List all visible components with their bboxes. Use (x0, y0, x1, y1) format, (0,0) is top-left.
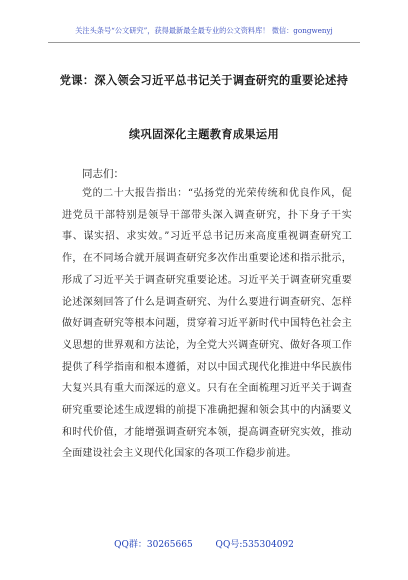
body-paragraph: 党的二十大报告指出：“弘扬党的光荣传统和优良作风，促进党员干部特别是领导干部带头深入调查研究，扑下身子干实事、谋实招、求实效。”习近平总书记历来高度重视调查研究工作，在不同场合就开展调查研究多次作出重要论述和指示批示，形成了习近平关于调查研究重要论述。习近平关于调查研究重要论述深刻回答了什么是调查研究、为什么要进行调查研究、怎样做好调查研究等根本问题，贯穿着习近平新时代中国特色社会主义思想的世界观和方法论，为全党大兴调查研究、做好各项工作提供了科学指南和根本遵循，对以中国式现代化推进中华民族伟大复兴具有重大而深远的意义。只有在全面梳理习近平关于调查研究重要论述生成逻辑的前提下准确把握和领会其中的内涵要义和时代价值，才能增强调查研究本领，提高调查研究实效，推动全面建设社会主义现代化国家的各项工作稳步前进。 (62, 188, 352, 460)
salutation: 同志们： (82, 168, 124, 180)
document-title-line-1: 党课：深入领会习近平总书记关于调查研究的重要论述持 (59, 73, 349, 87)
header-promo-note: 关注头条号“公文研究”，获得最新最全最专业的公文资料库！ 微信：gongwenyj (48, 26, 360, 43)
document-title-line-2: 续巩固深化主题教育成果运用 (129, 127, 279, 141)
footer-contact: QQ群：30265665 QQ号:535304092 (114, 540, 294, 550)
